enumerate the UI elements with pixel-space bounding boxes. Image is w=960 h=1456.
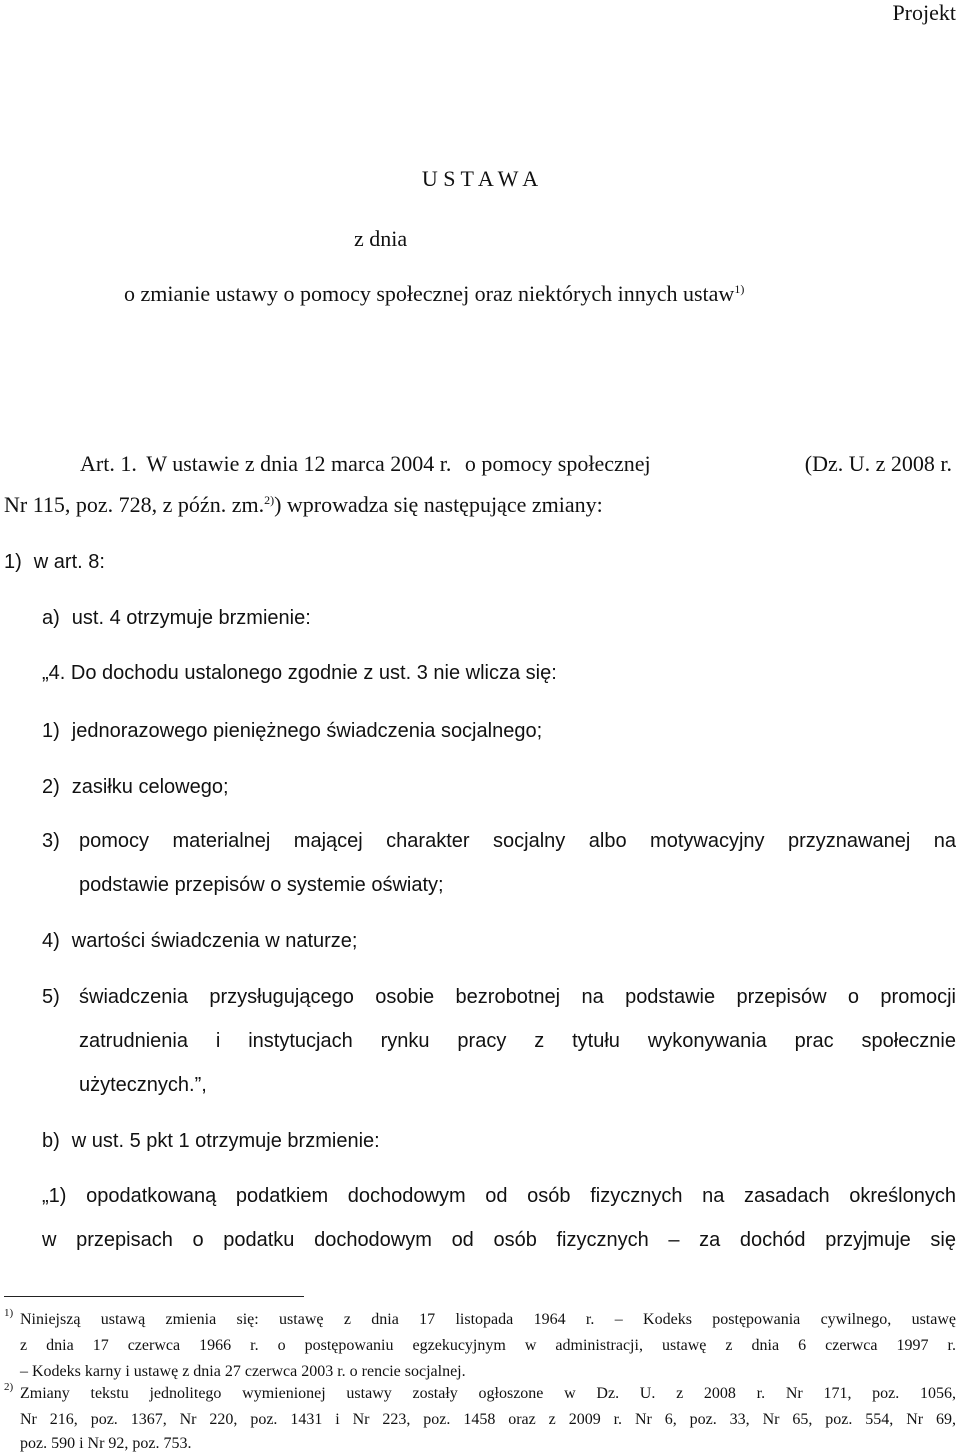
footnote-1-line1: Niniejszą ustawą zmienia się: ustawę z dnia 17 listopada 1964 r. – Kodeks postępowania cywilnego, ustawę — [20, 1311, 956, 1328]
art1-line2: Nr 115, poz. 728, z późn. zm.$^{2)}$) wprowadza się następujące zmiany: — [4, 492, 603, 517]
list-item-5-line3: użytecznych.”, — [79, 1074, 207, 1096]
footnote-ref-1[interactable]: 1) — [734, 282, 745, 296]
footnote-ref-2[interactable]: 2) — [264, 493, 275, 507]
footnote-1-line2: z dnia 17 czerwca 1966 r. o postępowaniu egzekucyjnym w administracji, ustawę z dnia 6 czerwca 1997 r. — [20, 1337, 956, 1354]
list-item-5-line1: świadczenia przysługującego osobie bezrobotnej na podstawie przepisów o promocji — [79, 986, 956, 1008]
list-item-2: 2) zasiłku celowego; — [42, 776, 229, 798]
footnote-1-line3: – Kodeks karny i ustawę z dnia 27 czerwca 2003 r. o rencie socjalnej. — [20, 1363, 466, 1380]
point-b: b) w ust. 5 pkt 1 otrzymuje brzmienie: — [42, 1130, 380, 1152]
act-subject: o zmianie ustawy o pomocy społecznej oraz niektórych innych ustaw$^{1)}$ — [124, 281, 745, 306]
art1-line1: Art. 1. W ustawie z dnia 12 marca 2004 r. o pomocy społecznej (Dz. U. z 2008 r. — [80, 451, 952, 476]
list-item-3-line1: pomocy materialnej mającej charakter socjalny albo motywacyjny przyznawanej na — [79, 830, 956, 852]
list-item-4: 4) wartości świadczenia w naturze; — [42, 930, 358, 952]
footnote-2-mark: 2) — [4, 1381, 14, 1393]
point-a: a) ust. 4 otrzymuje brzmienie: — [42, 607, 311, 629]
act-date: z dnia — [354, 226, 408, 251]
footnote-1-mark: 1) — [4, 1307, 14, 1319]
list-item-3-line2: podstawie przepisów o systemie oświaty; — [79, 874, 444, 896]
footnote-2-line1: Zmiany tekstu jednolitego wymienionej ustawy zostały ogłoszone w Dz. U. z 2008 r. Nr 171, poz. 1056, — [20, 1385, 956, 1402]
footnote-2-line2: Nr 216, poz. 1367, Nr 220, poz. 1431 i Nr 223, poz. 1458 oraz z 2009 r. Nr 6, poz. 33, Nr 65, poz. 554, Nr 69, — [20, 1411, 956, 1428]
footnote-2-line3: poz. 590 i Nr 92, poz. 753. — [20, 1435, 192, 1452]
list-item-5-num: 5) — [42, 986, 60, 1008]
point-b-quote-line1: „1) opodatkowaną podatkiem dochodowym od osób fizycznych na zasadach określonych — [42, 1185, 956, 1207]
point1: 1) w art. 8: — [4, 551, 105, 573]
act-title: U S T A W A — [421, 166, 539, 191]
point-b-quote-line2: w przepisach o podatku dochodowym od osób fizycznych – za dochód przyjmuje się — [42, 1229, 956, 1251]
projekt-label: Projekt — [892, 0, 956, 25]
list-item-3-num: 3) — [42, 830, 60, 852]
list-item-5-line2: zatrudnienia i instytucjach rynku pracy z tytułu wykonywania prac społecznie — [79, 1030, 956, 1052]
point-a-quote: „4. Do dochodu ustalonego zgodnie z ust. 3 nie wlicza się: — [42, 662, 557, 684]
footnote-separator — [4, 1296, 304, 1297]
list-item-1: 1) jednorazowego pieniężnego świadczenia socjalnego; — [42, 720, 543, 742]
